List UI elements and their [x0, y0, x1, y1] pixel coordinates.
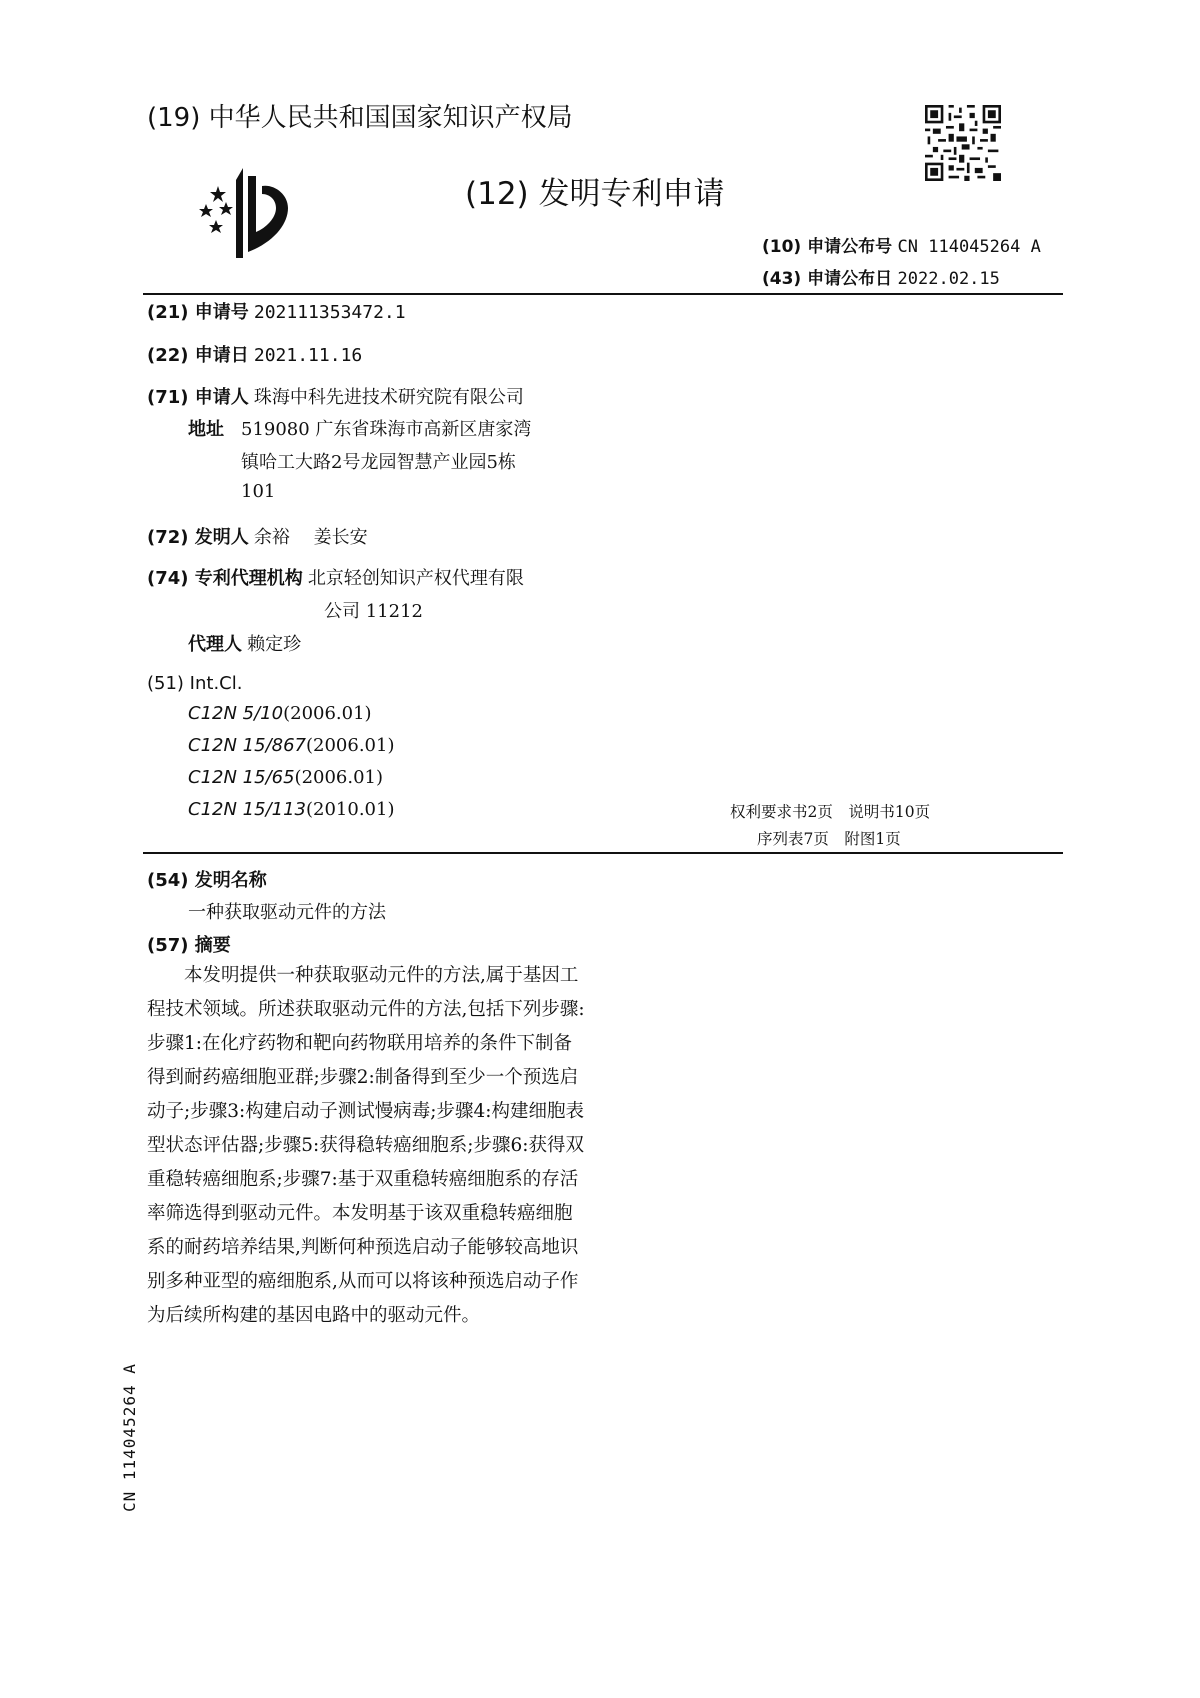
header-divider — [143, 293, 1063, 295]
ipc-entry: C12N 15/65(2006.01) — [188, 767, 384, 788]
patent-agency-label: (74) 专利代理机构 — [147, 568, 303, 589]
application-date-label: (22) 申请日 — [147, 345, 249, 366]
patent-agency-line-1: 北京轻创知识产权代理有限 — [307, 568, 524, 589]
inventor-label: (72) 发明人 — [147, 527, 249, 548]
publication-number: CN 114045264 A — [897, 237, 1041, 257]
section-divider — [143, 852, 1063, 854]
page-count-claims-description: 权利要求书2页 说明书10页 — [730, 803, 931, 821]
abstract-label: (57) 摘要 — [147, 935, 231, 956]
side-publication-number: CN 114045264 A — [120, 1363, 139, 1512]
office-name: (19) 中华人民共和国国家知识产权局 — [147, 103, 573, 133]
qr-code-icon — [925, 105, 1001, 181]
application-number-label: (21) 申请号 — [147, 302, 249, 323]
ipc-entry: C12N 5/10(2006.01) — [188, 703, 372, 724]
ipc-entry: C12N 15/113(2010.01) — [188, 799, 395, 820]
publication-number-label: (10) 申请公布号 — [762, 237, 893, 257]
invention-title-label: (54) 发明名称 — [147, 870, 267, 891]
agent-name: 赖定珍 — [247, 634, 302, 655]
applicant-name: 珠海中科先进技术研究院有限公司 — [253, 387, 524, 408]
patent-agency-line-2: 公司 11212 — [324, 601, 423, 622]
abstract-text: 本发明提供一种获取驱动元件的方法,属于基因工程技术领域。所述获取驱动元件的方法,包括下列步骤:步骤1:在化疗药物和靶向药物联用培养的条件下制备得到耐药癌细胞亚群;步骤2:制备得到至少一个预选启动子;步骤3:构建启动子测试慢病毒;步骤4:构建细胞表型状态评估器;步骤5:获得稳转癌细胞系;步骤6:获得双重稳转癌细胞系;步骤7:基于双重稳转癌细胞系的存活率筛选得到驱动元件。本发明基于该双重稳转癌细胞系的耐药培养结果,判断何种预选启动子能够较高地识别多种亚型的癌细胞系,从而可以将该种预选启动子作为后续所构建的基因电路中的驱动元件。 — [147, 965, 585, 1326]
page-count-sequence-figures: 序列表7页 附图1页 — [757, 830, 901, 848]
document-type: (12) 发明专利申请 — [465, 176, 725, 212]
address-line-3: 101 — [241, 481, 276, 502]
invention-title: 一种获取驱动元件的方法 — [188, 902, 386, 923]
application-number: 202111353472.1 — [253, 302, 406, 323]
applicant-label: (71) 申请人 — [147, 387, 249, 408]
address-label: 地址 — [188, 419, 224, 440]
ipc-entry: C12N 15/867(2006.01) — [188, 735, 395, 756]
agent-label: 代理人 — [188, 634, 242, 655]
application-date: 2021.11.16 — [253, 345, 363, 366]
inventor-names: 余裕 姜长安 — [253, 527, 368, 548]
address-line-1: 519080 广东省珠海市高新区唐家湾 — [241, 419, 532, 440]
address-line-2: 镇哈工大路2号龙园智慧产业园5栋 — [241, 452, 516, 473]
publication-date: 2022.02.15 — [897, 269, 1000, 289]
cnipa-emblem-icon — [196, 166, 316, 258]
publication-date-label: (43) 申请公布日 — [762, 269, 893, 289]
ipc-label: (51) Int.Cl. — [147, 673, 243, 694]
